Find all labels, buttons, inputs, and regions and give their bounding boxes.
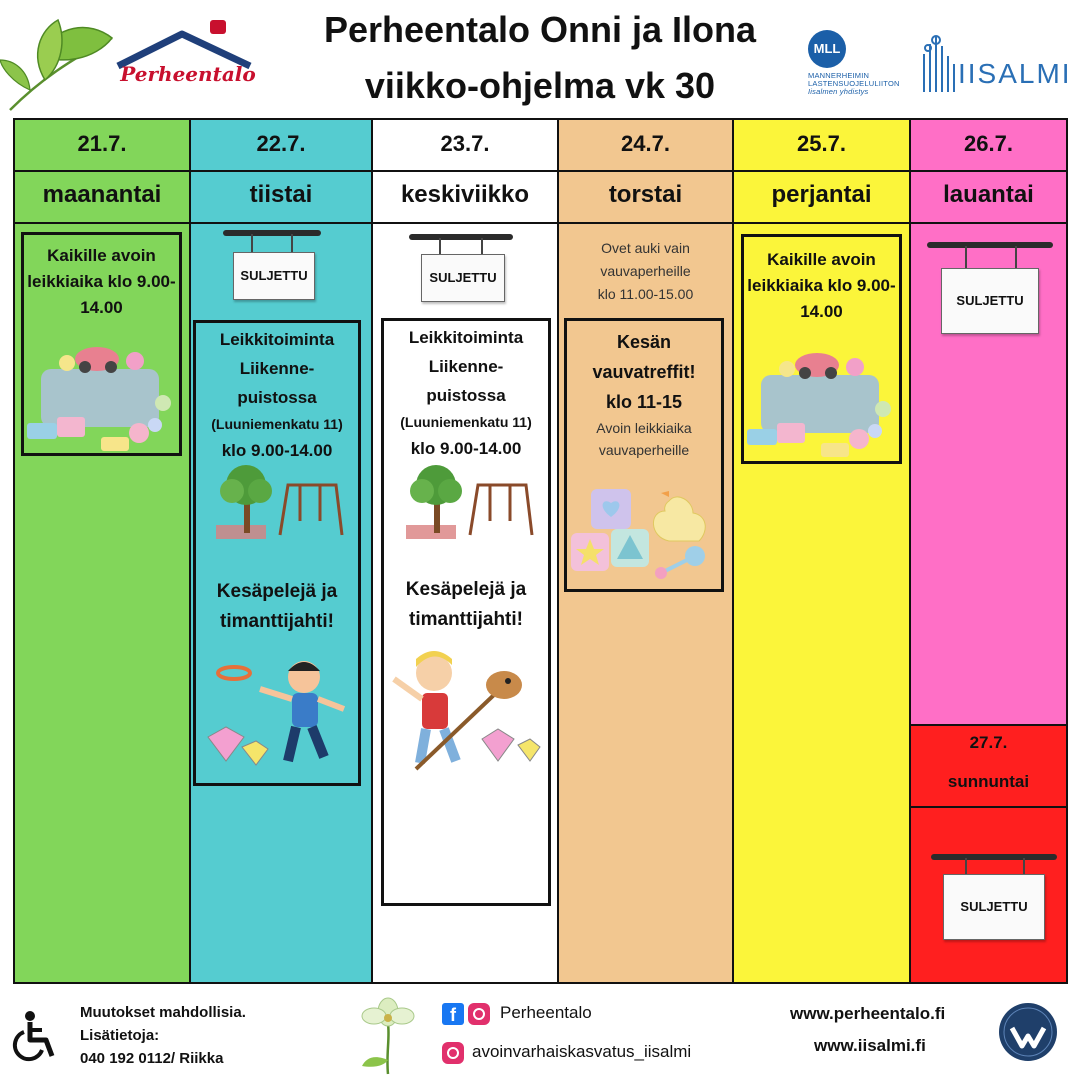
day-name: maanantai	[15, 172, 189, 224]
column-thursday	[557, 118, 732, 984]
column-wednesday	[371, 118, 557, 984]
event-line: Kesäpelejä ja	[405, 579, 527, 600]
flower-icon	[356, 994, 420, 1076]
event-box	[741, 234, 902, 464]
day-date: 27.7.	[969, 733, 1008, 752]
frisbee-boy-illustration	[204, 653, 354, 783]
event-line: puistossa	[237, 388, 317, 407]
mll-badge: MLL	[808, 30, 846, 68]
toys-illustration	[747, 337, 897, 457]
day-name: keskiviikko	[373, 172, 557, 224]
event-box	[193, 320, 361, 786]
toys-illustration	[27, 331, 177, 451]
event-line: timanttijahti!	[220, 611, 334, 632]
footer-line: Lisätietoja:	[80, 1027, 160, 1044]
event-box	[564, 318, 724, 592]
closed-sign	[931, 854, 1057, 944]
social-facebook-label[interactable]: Perheentalo	[500, 1003, 592, 1022]
thursday-note: Ovet auki vain vauvaperheille klo 11.00-15.00	[597, 240, 694, 302]
closed-sign-text: SULJETTU	[943, 874, 1045, 940]
day-date: 21.7.	[15, 120, 189, 172]
event-line: Liikenne-	[239, 359, 315, 378]
event-time: klo 9.00-14.00	[410, 439, 522, 458]
event-line: Kesän	[616, 332, 672, 352]
event-text: Kaikille avoin leikkiaika klo 9.00-14.00	[27, 246, 176, 317]
closed-sign	[927, 242, 1053, 336]
page-title: Perheentalo Onni ja Ilona	[323, 9, 757, 50]
event-line: puistossa	[426, 386, 506, 405]
perheentalo-logo-text: Perheentalo	[120, 62, 256, 86]
iisalmi-logo-text: IISALMI	[958, 58, 1072, 89]
event-line: Leikkitoiminta	[219, 330, 335, 349]
day-name: tiistai	[191, 172, 371, 224]
closed-sign-text: SULJETTU	[941, 268, 1039, 334]
day-name: lauantai	[911, 172, 1066, 224]
website-perheentalo[interactable]: www.perheentalo.fi	[790, 1004, 946, 1023]
column-saturday	[909, 118, 1068, 984]
day-date: 25.7.	[734, 120, 909, 172]
day-name: sunnuntai	[911, 762, 1066, 808]
event-line: Kesäpelejä ja	[216, 581, 338, 602]
facebook-icon[interactable]: f	[442, 1003, 464, 1025]
sunday-section	[911, 724, 1066, 982]
event-text: Kaikille avoin leikkiaika klo 9.00-14.00	[747, 250, 896, 321]
leaf-decoration	[0, 10, 120, 120]
park-illustration	[406, 463, 536, 543]
column-friday	[732, 118, 909, 984]
day-date: 23.7.	[373, 120, 557, 172]
event-line: Liikenne-	[428, 357, 504, 376]
park-illustration	[216, 463, 346, 543]
closed-sign-text: SULJETTU	[233, 252, 315, 300]
baby-toys-illustration	[569, 471, 719, 581]
hobby-horse-boy-illustration	[386, 643, 546, 783]
column-monday	[13, 118, 189, 984]
website-iisalmi[interactable]: www.iisalmi.fi	[814, 1036, 926, 1055]
mll-logo	[800, 28, 910, 98]
event-line: vauvatreffit!	[592, 362, 696, 382]
event-line: vauvaperheille	[598, 442, 690, 458]
event-time: klo 9.00-14.00	[221, 441, 333, 460]
footer-info	[80, 1001, 246, 1070]
closed-sign	[409, 234, 513, 308]
sponsor-seal-icon	[998, 1002, 1058, 1062]
column-tuesday	[189, 118, 371, 984]
instagram-icon[interactable]	[468, 1003, 490, 1025]
wheelchair-icon	[12, 1010, 60, 1062]
day-name: perjantai	[734, 172, 909, 224]
event-line: Avoin leikkiaika	[596, 420, 692, 436]
event-address: (Luuniemenkatu 11)	[400, 414, 532, 430]
closed-sign-text: SULJETTU	[421, 254, 505, 302]
day-name: torstai	[559, 172, 732, 224]
event-line: Leikkitoiminta	[408, 328, 524, 347]
event-time: klo 11-15	[605, 392, 683, 412]
social-instagram-label[interactable]: avoinvarhaiskasvatus_iisalmi	[472, 1042, 692, 1061]
footer-line: Muutokset mahdollisia.	[80, 1004, 246, 1021]
event-box	[21, 232, 182, 456]
day-date: 24.7.	[559, 120, 732, 172]
event-line: timanttijahti!	[409, 609, 523, 630]
instagram-icon[interactable]	[442, 1042, 464, 1064]
event-address: (Luuniemenkatu 11)	[211, 416, 343, 432]
event-box	[381, 318, 551, 906]
page-subtitle: viikko-ohjelma vk 30	[364, 65, 716, 106]
closed-sign	[223, 230, 321, 300]
mll-text: MANNERHEIMIN LASTENSUOJELULIITON Iisalmen yhdistys	[808, 71, 900, 96]
iisalmi-logo	[918, 30, 1072, 98]
iisalmi-emblem-icon	[918, 32, 958, 94]
footer-phone: 040 192 0112/ Riikka	[80, 1050, 224, 1067]
day-date: 26.7.	[911, 120, 1066, 172]
day-date: 22.7.	[191, 120, 371, 172]
